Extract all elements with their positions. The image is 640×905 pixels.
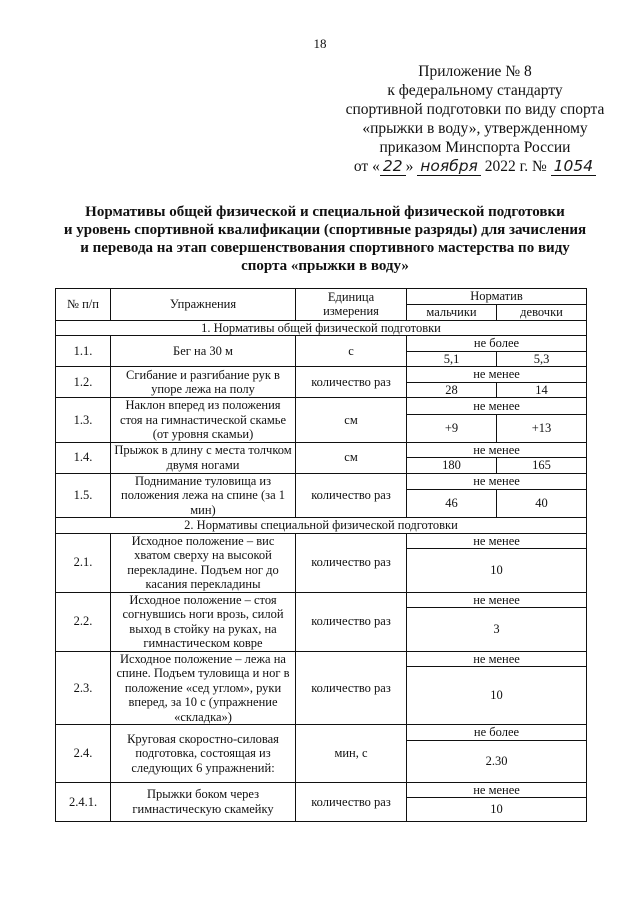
- row-num: 1.4.: [56, 442, 111, 473]
- row-unit: количество раз: [296, 533, 407, 592]
- row-unit: количество раз: [296, 782, 407, 822]
- row-exercise: Прыжок в длину с места толчком двумя ногами: [111, 442, 296, 473]
- table-row: [56, 782, 587, 798]
- row-unit: количество раз: [296, 651, 407, 725]
- row-condition: не более: [407, 336, 587, 352]
- header-norm: Норматив: [407, 289, 587, 305]
- title-line: и перевода на этап совершенствования спортивного мастерства по виду: [80, 240, 570, 256]
- table-row: [56, 336, 587, 352]
- table-row: [56, 473, 587, 490]
- row-exercise: Наклон вперед из положения стоя на гимнастической скамье (от уровня скамьи): [111, 398, 296, 443]
- table-row: [56, 533, 587, 549]
- row-unit: количество раз: [296, 367, 407, 398]
- header-exercise: Упражнения: [111, 289, 296, 321]
- row-value: 10: [407, 549, 587, 592]
- section-heading: 2. Нормативы специальной физической подготовки: [56, 518, 587, 534]
- row-value: 10: [407, 798, 587, 822]
- table-row: [56, 592, 587, 608]
- date-year: 2022 г. №: [480, 158, 551, 175]
- row-exercise: Исходное положение – вис хватом сверху на высокой перекладине. Подъем ног до касания перекладины: [111, 533, 296, 592]
- norms-table: [55, 288, 587, 822]
- row-exercise: Сгибание и разгибание рук в упоре лежа на полу: [111, 367, 296, 398]
- row-boys-value: 5,1: [407, 351, 497, 367]
- header-boys: мальчики: [407, 305, 497, 321]
- table-row: [56, 651, 587, 667]
- row-girls-value: 165: [497, 458, 587, 474]
- row-num: 2.4.1.: [56, 782, 111, 822]
- row-boys-value: 46: [407, 490, 497, 518]
- row-condition: не менее: [407, 398, 587, 415]
- table-row: [56, 725, 587, 741]
- row-exercise: Прыжки боком через гимнастическую скамейку: [111, 782, 296, 822]
- appendix-line: спортивной подготовки по виду спорта: [345, 101, 605, 118]
- row-exercise: Бег на 30 м: [111, 336, 296, 367]
- header-num: № п/п: [56, 289, 111, 321]
- row-condition: не менее: [407, 782, 587, 798]
- row-condition: не менее: [407, 533, 587, 549]
- appendix-line: к федеральному стандарту: [387, 82, 563, 99]
- row-condition: не менее: [407, 473, 587, 490]
- row-unit: см: [296, 442, 407, 473]
- row-condition: не более: [407, 725, 587, 741]
- appendix-line: «прыжки в воду», утвержденному: [362, 120, 588, 137]
- row-num: 2.4.: [56, 725, 111, 783]
- order-date-line: [340, 157, 610, 176]
- row-unit: количество раз: [296, 473, 407, 518]
- row-girls-value: 5,3: [497, 351, 587, 367]
- handwritten-month: ноября: [417, 157, 481, 176]
- row-num: 1.5.: [56, 473, 111, 518]
- table-row: [56, 442, 587, 458]
- title-line: и уровень спортивной квалификации (спортивные разряды) для зачисления: [63, 222, 587, 238]
- row-boys-value: 180: [407, 458, 497, 474]
- row-unit: количество раз: [296, 592, 407, 651]
- row-boys-value: 28: [407, 382, 497, 398]
- row-num: 1.1.: [56, 336, 111, 367]
- page-number: 18: [313, 36, 327, 51]
- table-row: [56, 398, 587, 415]
- header-unit: Единица измерения: [296, 289, 407, 321]
- handwritten-day: 22: [380, 157, 406, 176]
- title-line: Нормативы общей физической и специальной физической подготовки: [85, 204, 565, 220]
- row-condition: не менее: [407, 592, 587, 608]
- row-num: 2.1.: [56, 533, 111, 592]
- date-prefix: от «: [353, 158, 380, 175]
- row-exercise: Исходное положение – стоя согнувшись ноги врозь, силой выход в стойку на руках, на гимнастическом ковре: [111, 592, 296, 651]
- title-line: спорта «прыжки в воду»: [241, 258, 409, 274]
- row-girls-value: 14: [497, 382, 587, 398]
- row-value: 2.30: [407, 740, 587, 782]
- handwritten-order-number: 1054: [551, 157, 596, 176]
- row-girls-value: 40: [497, 490, 587, 518]
- row-value: 3: [407, 608, 587, 651]
- row-num: 2.2.: [56, 592, 111, 651]
- row-exercise: Круговая скоростно-силовая подготовка, состоящая из следующих 6 упражнений:: [111, 725, 296, 783]
- appendix-header: [340, 62, 610, 176]
- row-value: 10: [407, 667, 587, 725]
- appendix-line: Приложение № 8: [418, 63, 532, 80]
- row-condition: не менее: [407, 442, 587, 458]
- row-condition: не менее: [407, 651, 587, 667]
- row-unit: с: [296, 336, 407, 367]
- row-exercise: Исходное положение – лежа на спине. Подъем туловища и ног в положение «сед углом», руки вперед, за 10 с (упражнение «складка»): [111, 651, 296, 725]
- section-heading: 1. Нормативы общей физической подготовки: [56, 320, 587, 336]
- row-num: 1.2.: [56, 367, 111, 398]
- row-num: 1.3.: [56, 398, 111, 443]
- date-mid: »: [405, 158, 418, 175]
- row-condition: не менее: [407, 367, 587, 383]
- table-row: [56, 367, 587, 383]
- row-num: 2.3.: [56, 651, 111, 725]
- row-unit: см: [296, 398, 407, 443]
- row-unit: мин, с: [296, 725, 407, 783]
- row-exercise: Поднимание туловища из положения лежа на спине (за 1 мин): [111, 473, 296, 518]
- header-girls: девочки: [497, 305, 587, 321]
- document-title: [60, 203, 590, 275]
- appendix-line: приказом Минспорта России: [379, 139, 571, 156]
- row-boys-value: +9: [407, 414, 497, 442]
- row-girls-value: +13: [497, 414, 587, 442]
